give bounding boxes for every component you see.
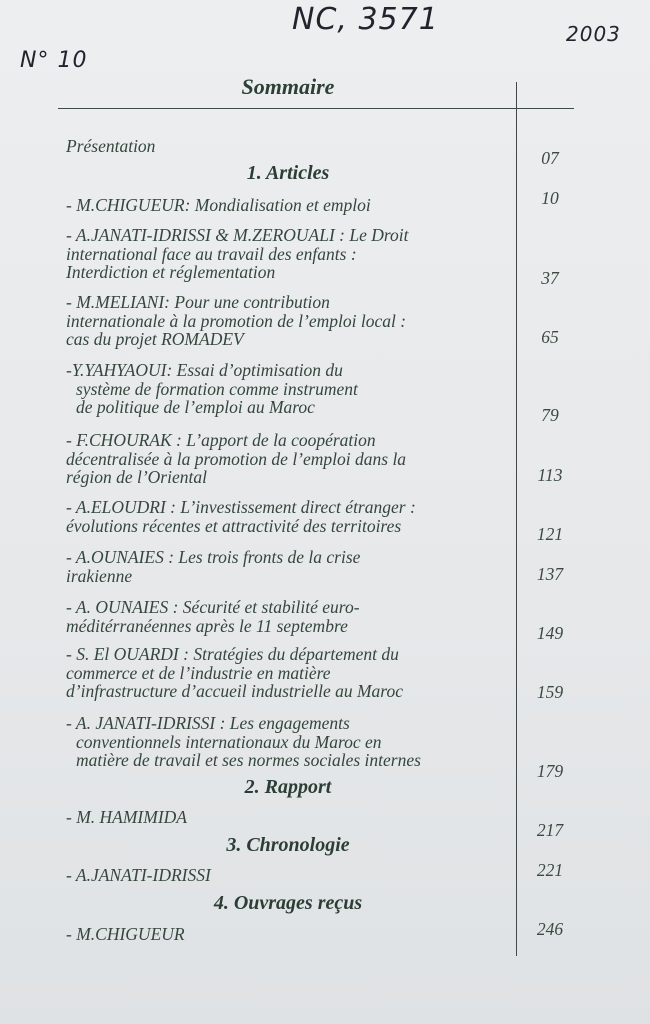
toc-entry-text: - M.CHIGUEUR: Mondialisation et emploi bbox=[66, 195, 371, 215]
toc-entry-text: commerce et de l’industrie en matière bbox=[66, 662, 331, 683]
toc-entry-text: - A.OUNAIES : Les trois fronts de la crise bbox=[66, 547, 361, 567]
toc-entry-text: système de formation comme instrument bbox=[76, 378, 358, 399]
toc-entry-text: conventionnels internationaux du Maroc en bbox=[76, 731, 382, 752]
toc-entry-text: international face au travail des enfants : bbox=[66, 243, 357, 264]
toc-entry-text: région de l’Oriental bbox=[66, 467, 207, 487]
toc-page-number: 221 bbox=[536, 860, 564, 880]
toc-entry bbox=[66, 645, 403, 701]
toc-page-number: 65 bbox=[541, 327, 559, 347]
toc-entry-text: internationale à la promotion de l’emploi local : bbox=[66, 310, 407, 331]
toc-entry-text: matière de travail et ses normes sociales internes bbox=[76, 750, 421, 770]
toc-entry-text: - A.JANATI-IDRISSI bbox=[66, 865, 211, 885]
toc-entry-text: - A.JANATI-IDRISSI & M.ZEROUALI : Le Droit bbox=[66, 225, 409, 245]
toc-entry-text: Présentation bbox=[66, 136, 156, 156]
toc-entry-presentation bbox=[66, 137, 155, 156]
toc-entry-text: -Y.YAHYAOUI: Essai d’optimisation du bbox=[66, 360, 343, 380]
toc-entry-text: décentralisée à la promotion de l’emploi dans la bbox=[66, 448, 407, 469]
toc-entry-text: - A. JANATI-IDRISSI : Les engagements bbox=[66, 713, 350, 733]
title-divider bbox=[58, 108, 574, 109]
toc-page-number: 79 bbox=[541, 405, 559, 425]
toc-page-number: 10 bbox=[541, 188, 559, 208]
section-heading-ouvrages-recus: 4. Ouvrages reçus bbox=[213, 892, 363, 914]
toc-entry-text: - A.ELOUDRI : L’investissement direct étranger : bbox=[66, 497, 416, 517]
toc-page-number: 217 bbox=[536, 820, 564, 840]
section-heading-chronologie: 3. Chronologie bbox=[226, 834, 350, 856]
section-heading-rapport: 2. Rapport bbox=[244, 776, 332, 798]
toc-entry bbox=[66, 808, 187, 827]
toc-entry bbox=[66, 866, 211, 885]
toc-entry bbox=[66, 598, 360, 635]
toc-entry bbox=[66, 498, 416, 535]
toc-entry bbox=[66, 226, 409, 282]
toc-page-number: 246 bbox=[536, 919, 564, 939]
toc-page-number: 149 bbox=[536, 623, 564, 643]
toc-entry-text: - A. OUNAIES : Sécurité et stabilité euro- bbox=[66, 597, 360, 617]
toc-page-number: 121 bbox=[536, 524, 564, 544]
toc-entry-text: - F.CHOURAK : L’apport de la coopération bbox=[66, 430, 376, 450]
toc-page-number: 37 bbox=[541, 268, 559, 288]
toc-entry bbox=[66, 548, 360, 585]
handwritten-issue-number: N° 10 bbox=[20, 48, 88, 73]
toc-page-number: 137 bbox=[536, 564, 564, 584]
toc-entry-text: cas du projet ROMADEV bbox=[66, 329, 244, 349]
toc-entry bbox=[66, 714, 421, 770]
toc-entry-text: évolutions récentes et attractivité des territoires bbox=[66, 515, 402, 536]
page-title: Sommaire bbox=[241, 74, 335, 99]
toc-entry bbox=[66, 431, 406, 487]
toc-entry bbox=[66, 196, 371, 215]
toc-entry-text: méditérranéennes après le 11 septembre bbox=[66, 615, 348, 636]
toc-entry bbox=[66, 293, 406, 349]
section-heading-articles: 1. Articles bbox=[246, 162, 330, 184]
page-number-column-divider bbox=[516, 82, 517, 956]
toc-page-number: 07 bbox=[541, 148, 559, 168]
toc-entry-text: - M. HAMIMIDA bbox=[66, 807, 187, 827]
toc-page-number: 159 bbox=[536, 682, 564, 702]
toc-entry-text: de politique de l’emploi au Maroc bbox=[76, 397, 315, 417]
toc-entry bbox=[66, 925, 185, 944]
toc-entry-text: - M.MELIANI: Pour une contribution bbox=[66, 292, 330, 312]
toc-entry-text: d’infrastructure d’accueil industrielle au Maroc bbox=[66, 681, 403, 701]
handwritten-reference: NC, 3571 bbox=[292, 2, 439, 37]
handwritten-year: 2003 bbox=[566, 22, 621, 46]
toc-entry-text: Interdiction et réglementation bbox=[66, 262, 276, 282]
toc-entry-text: irakienne bbox=[66, 565, 133, 586]
toc-entry-text: - M.CHIGUEUR bbox=[66, 924, 185, 944]
toc-page-number: 113 bbox=[537, 465, 563, 485]
toc-entry bbox=[66, 361, 358, 417]
toc-entry-text: - S. El OUARDI : Stratégies du département du bbox=[66, 644, 399, 664]
toc-page-number: 179 bbox=[536, 761, 564, 781]
